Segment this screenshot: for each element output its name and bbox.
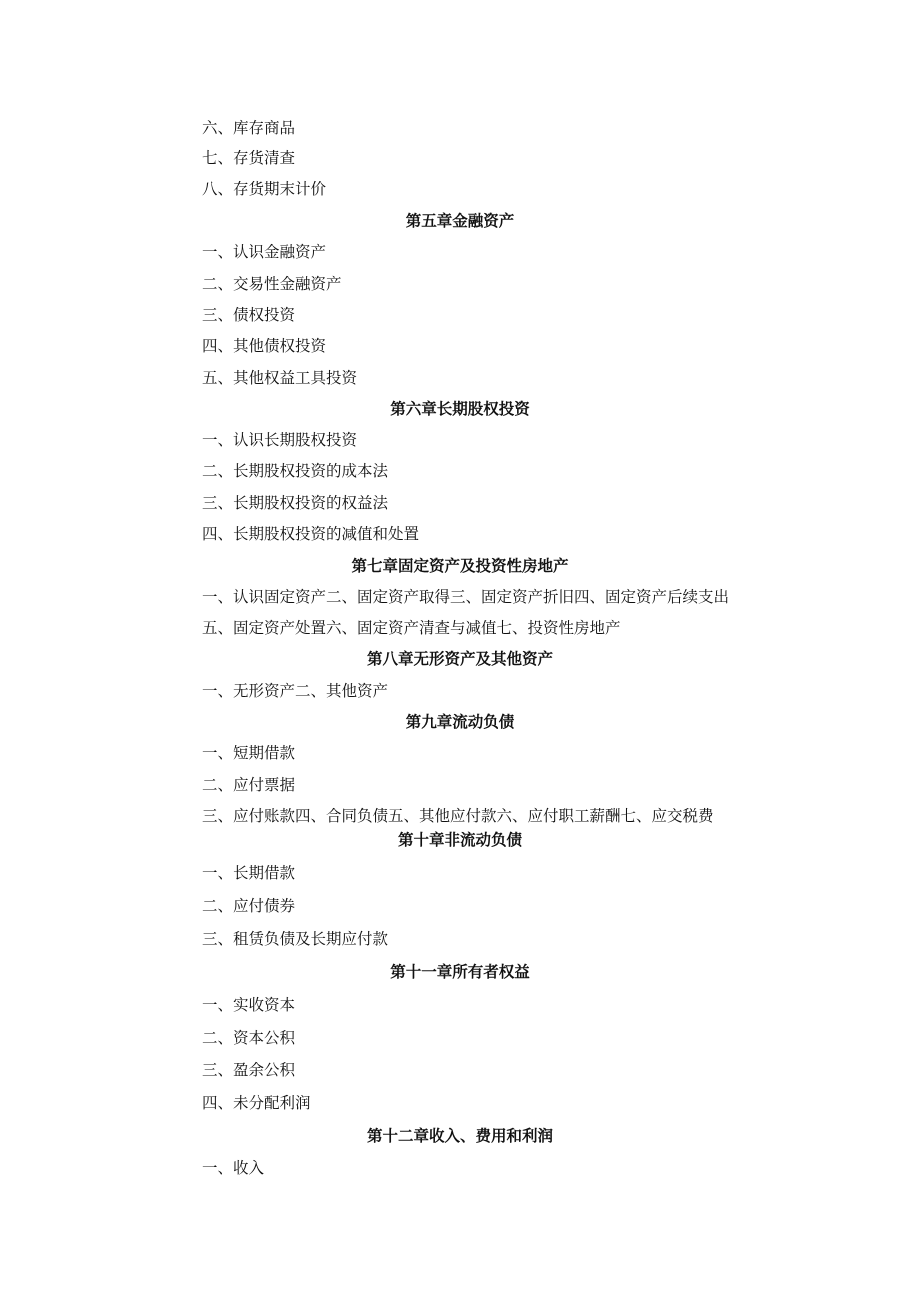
- chapter-heading: 第七章固定资产及投资性房地产: [351, 556, 569, 575]
- list-item: 五、其他权益工具投资: [202, 369, 358, 387]
- list-item: 二、资本公积: [202, 1029, 296, 1047]
- list-item: 四、未分配利润: [202, 1094, 311, 1112]
- list-item: 三、租赁负债及长期应付款: [202, 930, 389, 948]
- chapter-heading: 第五章金融资产: [405, 211, 515, 230]
- list-item: 四、其他债权投资: [202, 337, 327, 355]
- list-item: 七、存货清查: [202, 149, 296, 167]
- list-item: 四、长期股权投资的减值和处置: [202, 525, 420, 543]
- list-item: 一、长期借款: [202, 864, 296, 882]
- list-item: 三、债权投资: [202, 306, 296, 324]
- chapter-heading: 第十一章所有者权益: [390, 962, 530, 981]
- list-item: 二、长期股权投资的成本法: [202, 462, 389, 480]
- list-item: 一、实收资本: [202, 996, 296, 1014]
- list-item: 一、收入: [202, 1159, 265, 1177]
- list-item: 二、应付债券: [202, 897, 296, 915]
- list-item: 一、无形资产二、其他资产: [202, 682, 389, 700]
- list-item: 五、固定资产处置六、固定资产清查与减值七、投资性房地产: [202, 619, 621, 637]
- list-item: 一、认识金融资产: [202, 243, 327, 261]
- list-item: 二、应付票据: [202, 776, 296, 794]
- chapter-heading: 第九章流动负债: [405, 712, 515, 731]
- list-item: 一、认识长期股权投资: [202, 431, 358, 449]
- list-item: 八、存货期末计价: [202, 180, 327, 198]
- list-item: 一、认识固定资产二、固定资产取得三、固定资产折旧四、固定资产后续支出: [202, 588, 730, 606]
- list-item: 一、短期借款: [202, 744, 296, 762]
- chapter-heading: 第十二章收入、费用和利润: [366, 1126, 553, 1145]
- list-item: 六、库存商品: [202, 119, 296, 137]
- chapter-heading: 第八章无形资产及其他资产: [366, 649, 553, 668]
- list-item: 三、应付账款四、合同负债五、其他应付款六、应付职工薪酬七、应交税费: [202, 807, 714, 825]
- chapter-heading: 第十章非流动负债: [397, 830, 522, 849]
- list-item: 三、长期股权投资的权益法: [202, 494, 389, 512]
- chapter-heading: 第六章长期股权投资: [390, 399, 530, 418]
- list-item: 三、盈余公积: [202, 1061, 296, 1079]
- list-item: 二、交易性金融资产: [202, 275, 342, 293]
